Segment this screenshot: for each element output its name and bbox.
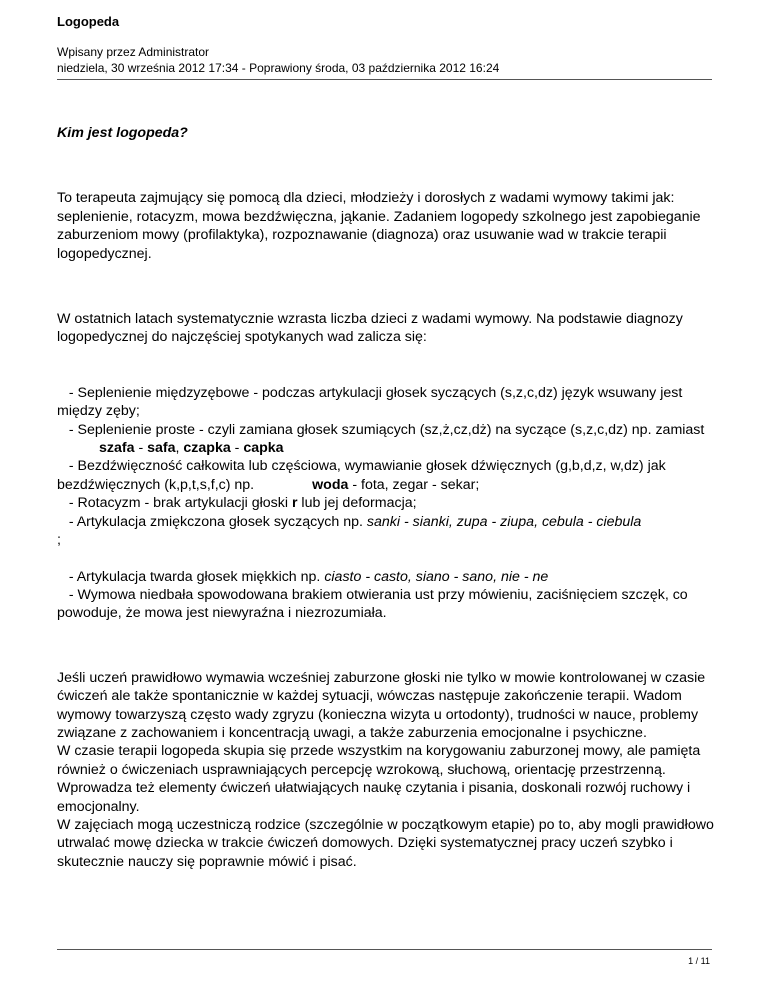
list-item: - Seplenienie międzyzębowe - podczas artykulacji głosek syczących (s,z,c,dz) język wsuwany jest między zęby;	[57, 384, 683, 420]
page-number: 1 / 11	[688, 956, 710, 966]
list-item: - Bezdźwięczność całkowita lub częściowa, wymawianie głosek dźwięcznych (g,b,d,z, w,dz) jak bezdźwięcznych (k,p,t,s,f,c) np. woda - fota, zegar - sekar;	[57, 458, 666, 493]
defects-list	[57, 384, 717, 623]
footer-divider	[57, 949, 712, 950]
article-heading: Kim jest logopeda?	[57, 125, 188, 141]
author-line: Wpisany przez Administrator	[57, 45, 210, 59]
article-body	[57, 124, 717, 871]
paragraph-therapy-end: Jeśli uczeń prawidłowo wymawia wcześniej zaburzone głoski nie tylko w mowie kontrolowanej w czasie ćwiczeń ale także spontanicznie w każdej sytuacji, wówczas następuje zakończenie terapii. Wadom wymowy towarzyszą często wady zgryzu (konieczna wizyta u ortodonty), trudności w nauce, problemy związane z zachowaniem i koncentracją uwagi, a także zaburzenia emocjonalne i psychiczne. W czasie terapii logopeda skupia się przede wszystkim na korygowaniu zaburzonej mowy, ale pamięta również o ćwiczeniach usprawniających percepcję wzrokową, słuchową, orientację przestrzenną. Wprowadza też elementy ćwiczeń ułatwiających naukę czytania i pisania, doskonali rozwój ruchowy i emocjonalny. W zajęciach mogą uczestniczą rodzice (szczególnie w początkowym etapie) po to, aby mogli prawidłowo utrwalać mowę dziecka w trakcie ćwiczeń domowych. Dzięki systematycznej pracy uczeń szybko i skutecznie nauczy się poprawnie mówić i pisać.	[57, 669, 714, 870]
list-item: - Artykulacja zmiękczona głosek syczących np. sanki - sianki, zupa - ziupa, cebula - ciebula ;	[57, 513, 642, 549]
page-title: Logopeda	[57, 14, 120, 29]
list-item: - Wymowa niedbała spowodowana brakiem otwierania ust przy mówieniu, zaciśnięciem szczęk, co powoduje, że mowa jest niewyraźna i niezrozumiała.	[57, 586, 688, 622]
list-item: - Seplenienie proste - czyli zamiana głosek szumiących (sz,ż,cz,dż) na syczące (s,z,c,dz) np. zamiastszafa - safa, czapka - capka	[68, 421, 705, 457]
paragraph-intro: To terapeuta zajmujący się pomocą dla dzieci, młodzieży i dorosłych z wadami wymowy takimi jak: seplenienie, rotacyzm, mowa bezdźwięczna, jąkanie. Zadaniem logopedy szkolnego jest zapobieganie zaburzeniom mowy (profilaktyka), rozpoznawanie (diagnoza) oraz usuwanie wad w trakcie terapii logopedycznej.	[57, 190, 701, 262]
paragraph-statistics: W ostatnich latach systematycznie wzrasta liczba dzieci z wadami wymowy. Na podstawie diagnozy logopedycznej do najczęściej spotykanych wad zalicza się:	[57, 311, 683, 346]
list-item: - Rotacyzm - brak artykulacji głoski r lub jej deformacja;	[68, 495, 417, 512]
article-meta	[57, 44, 499, 76]
date-line: niedziela, 30 września 2012 17:34 - Poprawiony środa, 03 października 2012 16:24	[57, 61, 500, 75]
header-divider	[57, 79, 712, 80]
list-item: - Artykulacja twarda głosek miękkich np. ciasto - casto, siano - sano, nie - ne	[68, 568, 549, 585]
